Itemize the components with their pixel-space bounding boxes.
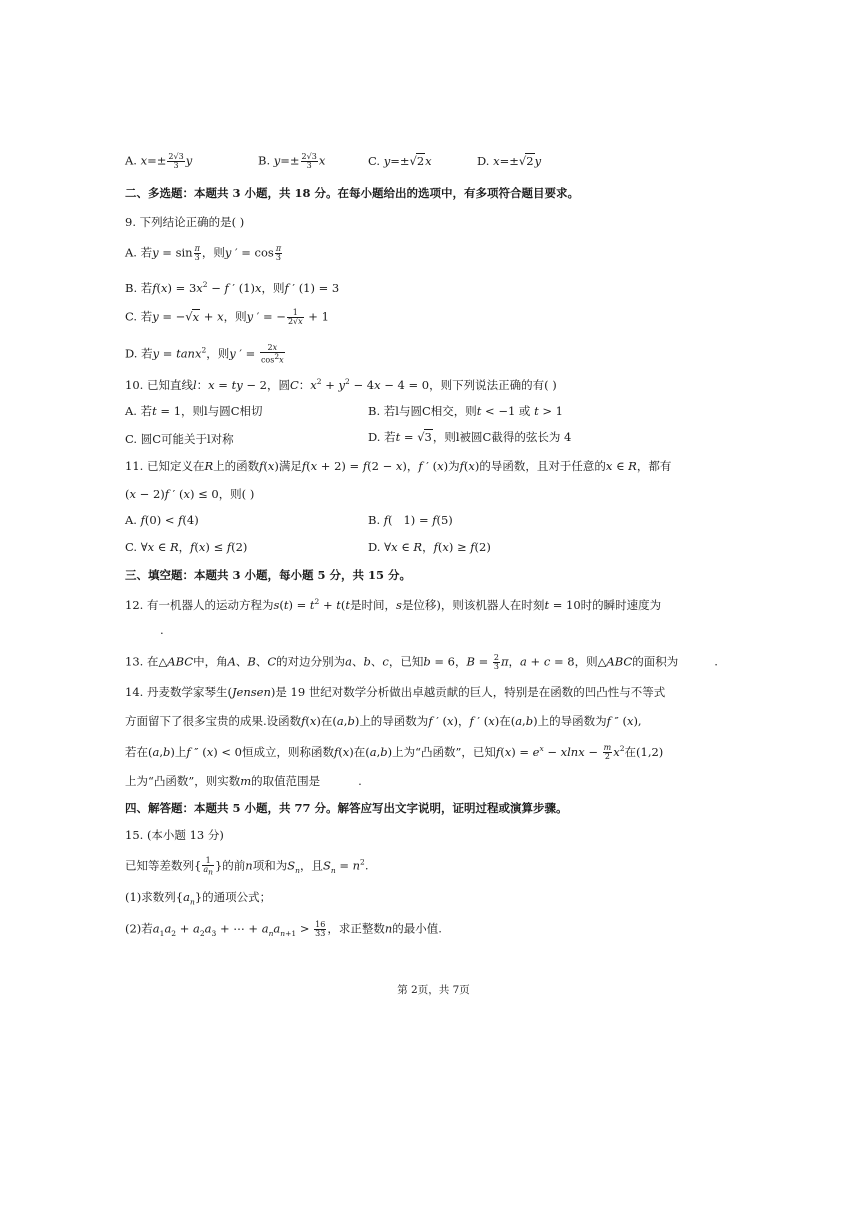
q15-part2: (2)若$a_1a_2 + a_2a_3$ + ⋯ + $a_na_{n+1}$ > $\frac{16}{33}$ ，求正整数n的最小值. xyxy=(125,920,442,938)
q11-l1-m2: 满足 xyxy=(278,459,302,473)
q15-p2-end: ，求正整数 xyxy=(327,921,385,936)
q14-l2-mid: 在 xyxy=(320,714,333,728)
q15-stem-mid2: 项和为 xyxy=(252,858,288,873)
q11-option-c: C. ∀x ∈ R，f(x) ≤ f(2) xyxy=(125,540,248,554)
q12-end: 时的瞬时速度为 xyxy=(580,597,662,612)
q9-option-d: D. 若y = tanx$^2$，则y ′ = $\frac{2x}{\cos^2x}$ xyxy=(125,343,284,365)
q9-c-pre: C. 若 xyxy=(125,309,153,324)
q12-blank-end: . xyxy=(160,623,164,637)
q10-stem: 10. 已知直线l：x = ty − 2，圆C：$x^2 + y^2 - 4x - 4 = 0$，则下列说法正确的有( ) xyxy=(125,377,557,392)
q14-l2-mid4: 在 xyxy=(499,714,511,728)
q14-l3-mid: 上 xyxy=(174,744,187,759)
q9-b-pre: B. 若 xyxy=(125,280,153,295)
q15-stem-pre: 已知等差数列 xyxy=(125,858,194,873)
q13-stem: 13. 在△ABC中，角A、B、C的对边分别为a、b、c，已知b = 6，B = $\frac{2}{3}$ π，a + c = 8，则△ABC的面积为 . xyxy=(125,653,718,671)
q11-l1-m5: 的导函数，且对于任意的 xyxy=(479,459,606,473)
q12-mid: 是时间， xyxy=(350,597,397,612)
q13-end: ，则△ xyxy=(574,654,607,669)
q10-b-pre: B. 若l与圆C相交，则 xyxy=(368,404,477,418)
q14-l1-name: Jensen xyxy=(231,685,271,699)
q8-b-num: 2√3 xyxy=(301,152,317,161)
q14-l1-pre: 14. 丹麦数学家琴生( xyxy=(125,685,232,699)
q13-mid3: ，已知 xyxy=(388,654,424,669)
q11-l1-m1: 上的函数 xyxy=(213,459,260,473)
q12-stem: 12. 有一机器人的运动方程为$s(t) = t^2 + t(t$是时间，s是位移)，则该机器人在时刻t = 10时的瞬时速度为 xyxy=(125,597,662,612)
q9-option-c: C. 若y = −√x + x，则y ′ = − $\frac{1}{2√x}$ + 1 xyxy=(125,308,329,326)
q8-b-fraction xyxy=(301,153,318,170)
q14-l4-end: 的取值范围是 xyxy=(251,774,321,788)
section3-heading: 三、填空题：本题共 3 小题，每小题 5 分，共 15 分。 xyxy=(125,568,412,582)
page-footer: 第 2页，共 7页 xyxy=(397,984,470,996)
q9-d-mid: ，则 xyxy=(206,346,230,361)
q8-d-radicand: 2 xyxy=(526,154,534,168)
q11-option-d: D. ∀x ∈ R，f(x) ≥ f(2) xyxy=(368,540,491,554)
q9-a-pre: A. 若 xyxy=(125,245,153,260)
q10-d-pre: D. 若 xyxy=(368,430,396,444)
q14-l2-mid3: ， xyxy=(458,714,470,728)
q8-c-prefix: C. xyxy=(368,154,384,168)
q14-l3-mid4: 上为“凸函数”，已知 xyxy=(392,744,496,759)
q14-l3-end: 在(1,2) xyxy=(624,744,664,759)
q8-b-prefix: B. xyxy=(258,153,274,168)
q8-a-num: 2√3 xyxy=(168,152,184,161)
q8-a-prefix: A. xyxy=(125,153,141,168)
q8-a-fraction xyxy=(167,153,184,170)
q13-pre: 13. 在△ xyxy=(125,654,168,669)
q10-option-d: D. 若t = √3，则l被圆C截得的弦长为 4 xyxy=(368,430,572,444)
q11-b-pre: B. xyxy=(368,513,384,527)
q13-mid1: 中，角 xyxy=(193,654,228,669)
q14-l3-mid2: 恒成立，则称函数 xyxy=(242,744,334,759)
q15-p2-pre: (2)若 xyxy=(125,921,153,936)
q15-p2-end2: 的最小值. xyxy=(392,921,442,936)
q14-line4: 上为“凸函数”，则实数m的取值范围是 . xyxy=(125,774,362,788)
q14-line2: 方面留下了很多宝贵的成果.设函数f(x)在(a,b)上的导函数为f ′ (x)，f ′ (x)在(a,b)上的导函数为f ″ (x), xyxy=(125,714,642,728)
q8-option-a: A. x=± $\frac{2√3}{3}$ y xyxy=(125,152,193,170)
q8-a-mid: =± xyxy=(147,153,167,168)
q8-c-radicand: 2 xyxy=(416,154,425,168)
q11-a-pre: A. xyxy=(125,513,141,527)
q13-end3: . xyxy=(714,654,718,669)
q14-line1 xyxy=(125,686,665,700)
q11-d-pre: D. xyxy=(368,540,385,554)
q14-l4-period: . xyxy=(358,774,362,788)
q9-stem: 9. 下列结论正确的是( ) xyxy=(125,215,245,229)
q12-pre: 12. 有一机器人的运动方程为 xyxy=(125,597,274,612)
q8-d-mid: =± xyxy=(499,154,519,168)
q14-l1-end: )是 19 世纪对数学分析做出卓越贡献的巨人，特别是在函数的凹凸性与不等式 xyxy=(270,685,666,699)
q11-c-pre: C. xyxy=(125,540,141,554)
q15-p1-pre: (1)求数列 xyxy=(125,890,176,904)
q9-d-pre: D. 若 xyxy=(125,346,153,361)
q15-stem-mid3: ，且 xyxy=(299,858,323,873)
q14-l3-mid3: 在 xyxy=(353,744,366,759)
q9-b-mid: ，则 xyxy=(261,280,285,295)
q13-mid2: 的对边分别为 xyxy=(276,654,346,669)
q10-option-c: C. 圆C可能关于l对称 xyxy=(125,432,234,446)
q10-stem-end: ，则下列说法正确的有( ) xyxy=(429,377,557,392)
q15-stem-mid: 的前 xyxy=(222,858,246,873)
q8-b-den: 3 xyxy=(306,161,312,170)
q8-c-mid: =± xyxy=(390,154,410,168)
q10-d-end: ，则l被圆C截得的弦长为 4 xyxy=(432,430,572,444)
q12-mid2: 是位移)，则该机器人在时刻 xyxy=(401,597,545,612)
q8-b-mid: =± xyxy=(280,153,300,168)
q11-option-b: B. f( 1) = f(5) xyxy=(368,513,453,527)
q14-l2-pre: 方面留下了很多宝贵的成果.设函数 xyxy=(125,714,302,728)
section4-heading: 四、解答题：本题共 5 小题，共 77 分。解答应写出文字说明，证明过程或演算步骤。 xyxy=(125,801,568,815)
q14-line3: 若在(a,b)上f ″ (x) < 0恒成立，则称函数f(x)在(a,b)上为“凸函数”，已知$f(x) = e^x - xlnx$ − $\frac{m}{2}$ $x^2$在(1,2) xyxy=(125,743,664,762)
q8-option-d: D. x=±√2y xyxy=(477,154,542,168)
q15-stem-end: . xyxy=(364,858,369,873)
q9-option-a: A. 若y = sin $\frac{\pi}{3}$ ，则y ′ = cos $\frac{\pi}{3}$ xyxy=(125,244,282,262)
q9-option-b: B. 若$f(x) = 3x^2 - f$ ′ (1)x，则f ′ (1) = 3 xyxy=(125,280,340,295)
q10-stem-mid: ，圆 xyxy=(266,377,290,392)
q11-l2-end: ，则( ) xyxy=(218,487,255,501)
q8-a-den: 3 xyxy=(173,161,179,170)
q11-l1-m3: ， xyxy=(406,459,419,473)
q11-l1-pre: 11. 已知定义在 xyxy=(125,459,205,473)
q11-option-a: A. f(0) < f(4) xyxy=(125,513,199,527)
q14-l2-mid5: 上的导函数为 xyxy=(537,714,607,728)
q10-a-end: ，则l与圆C相切 xyxy=(181,404,263,418)
q10-option-a: A. 若t = 1，则l与圆C相切 xyxy=(125,404,263,418)
q11-l1-m4: 为 xyxy=(448,459,460,473)
q9-c-mid: ，则 xyxy=(223,309,247,324)
q15-part1: (1)求数列$\{a_n\}$的通项公式； xyxy=(125,890,272,907)
q10-a-pre: A. 若 xyxy=(125,404,153,418)
q11-stem-line2: (x − 2)f ′ (x) ≤ 0，则( ) xyxy=(125,487,255,501)
q8-option-b: B. y=± $\frac{2√3}{3}$ x xyxy=(258,152,326,170)
q9-a-mid: ，则 xyxy=(201,245,225,260)
q14-l3-pre: 若在 xyxy=(125,744,148,759)
q8-d-prefix: D. xyxy=(477,154,494,168)
q13-end2: 的面积为 xyxy=(632,654,679,669)
section2-heading: 二、多选题：本题共 3 小题，共 18 分。在每小题给出的选项中，有多项符合题目要求。 xyxy=(125,186,580,200)
q11-stem-line1: 11. 已知定义在R上的函数f(x)满足f(x + 2) = f(2 − x)，f ′ (x)为f(x)的导函数，且对于任意的x ∈ R，都有 xyxy=(125,459,672,473)
q15-title: 15. (本小题 13 分) xyxy=(125,828,224,842)
q14-l4-pre: 上为“凸函数”，则实数 xyxy=(125,774,241,788)
q15-stem: 已知等差数列{ $\frac{1}{a_n}$ }的前n项和为$S_n$，且$S_n = n^2$. xyxy=(125,856,369,877)
q14-l2-mid2: 上的导函数为 xyxy=(359,714,429,728)
q11-l1-end: ，都有 xyxy=(636,459,672,473)
q10-option-b: B. 若l与圆C相交，则t < −1 或 t > 1 xyxy=(368,404,563,418)
q10-stem-pre: 10. 已知直线 xyxy=(125,377,193,392)
q8-option-c: C. y=±√2x xyxy=(368,154,432,168)
q13-mid4: ， xyxy=(508,654,521,669)
q15-p1-end: 的通项公式； xyxy=(202,890,272,904)
